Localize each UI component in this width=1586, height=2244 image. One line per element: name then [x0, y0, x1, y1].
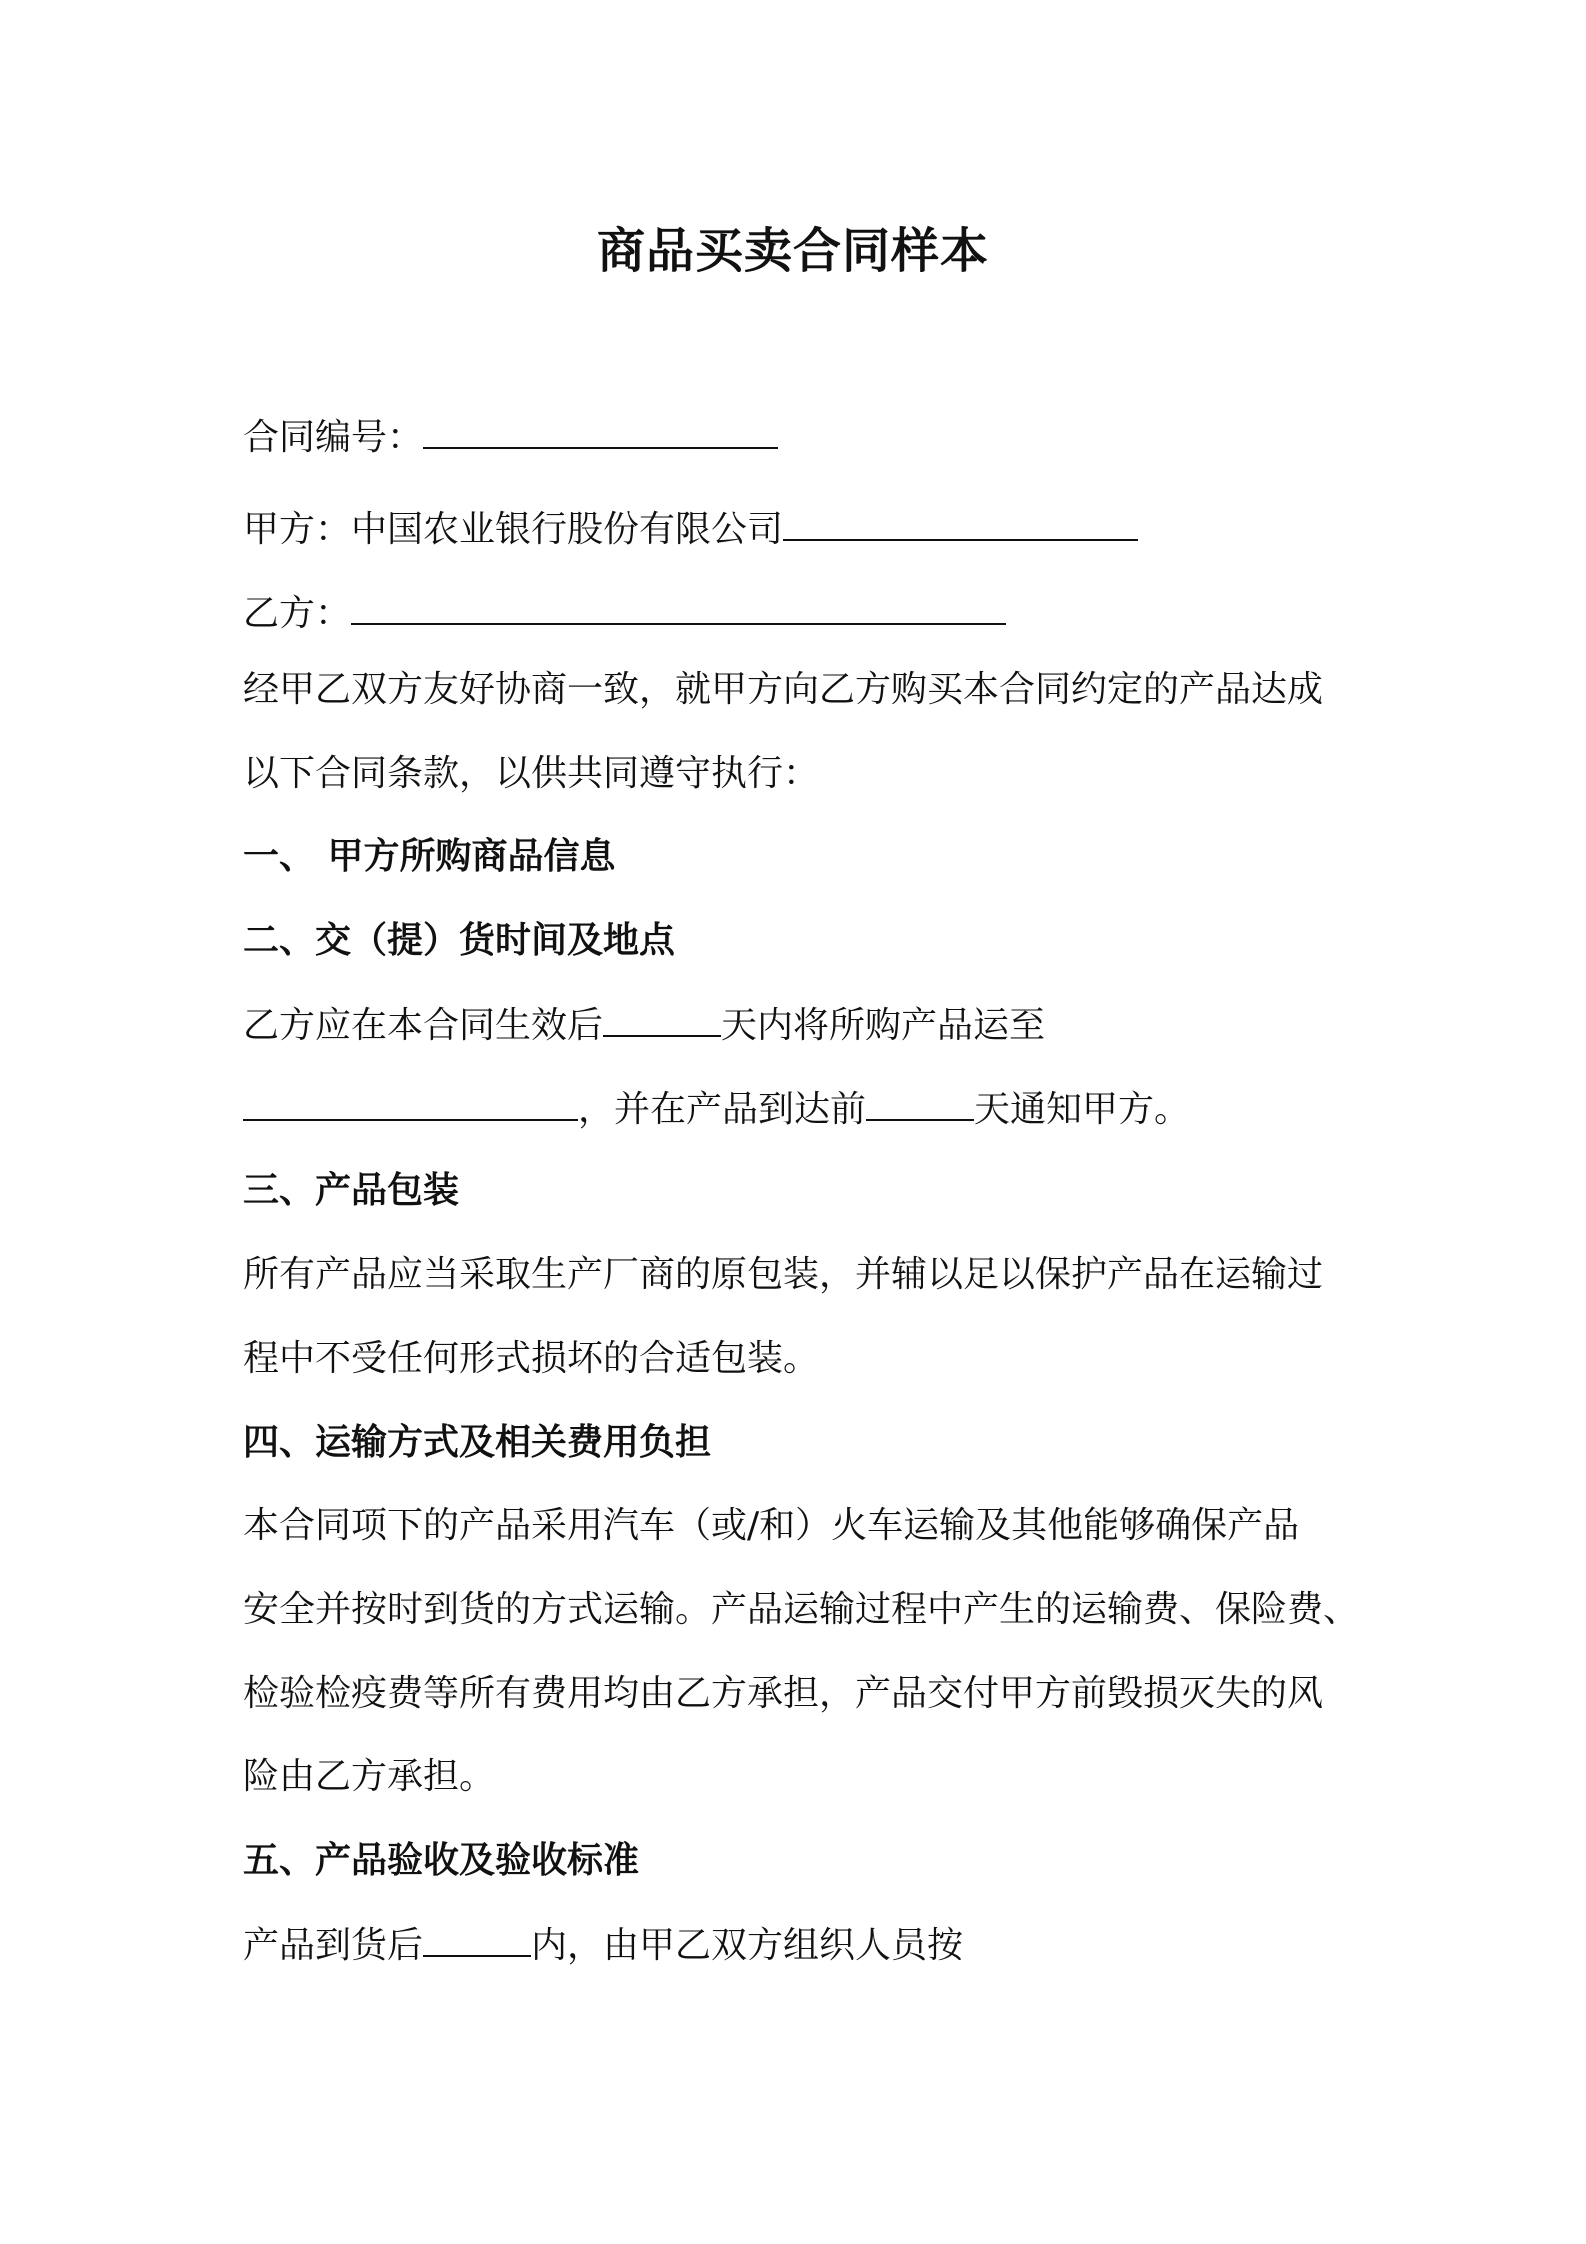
section-5-text-a: 产品到货后	[243, 1925, 424, 1966]
party-b-label: 乙方：	[243, 593, 352, 634]
delivery-location-blank[interactable]	[243, 1085, 578, 1121]
section-5-text-b: 内，由甲乙双方组织人员按	[531, 1925, 964, 1966]
delivery-days-blank[interactable]	[603, 1001, 721, 1037]
party-a-line	[243, 505, 1138, 554]
section-2-line-1	[243, 1001, 1045, 1050]
contract-number-line	[243, 413, 778, 462]
intro-paragraph-line-1: 经甲乙双方友好协商一致，就甲方向乙方购买本合同约定的产品达成	[243, 669, 1324, 710]
contract-number-label: 合同编号：	[243, 417, 424, 458]
section-1-heading: 一、 甲方所购商品信息	[243, 836, 616, 877]
section-4-line-2: 安全并按时到货的方式运输。产品运输过程中产生的运输费、保险费、	[243, 1589, 1360, 1630]
section-4-heading: 四、运输方式及相关费用负担	[243, 1422, 712, 1463]
section-2-heading: 二、交（提）货时间及地点	[243, 920, 676, 961]
section-3-heading: 三、产品包装	[243, 1170, 460, 1211]
document-title: 商品买卖合同样本	[596, 223, 989, 279]
section-4-line-1: 本合同项下的产品采用汽车（或/和）火车运输及其他能够确保产品	[243, 1505, 1300, 1546]
section-4-line-4: 险由乙方承担。	[243, 1756, 496, 1797]
section-2-text-b: 天内将所购产品运至	[721, 1005, 1046, 1046]
contract-number-blank[interactable]	[423, 413, 778, 449]
section-2-text-a: 乙方应在本合同生效后	[243, 1005, 604, 1046]
section-3-line-1: 所有产品应当采取生产厂商的原包装，并辅以足以保护产品在运输过	[243, 1254, 1324, 1295]
section-5-heading: 五、产品验收及验收标准	[243, 1840, 640, 1881]
party-a-blank[interactable]	[783, 505, 1138, 541]
inspection-time-blank[interactable]	[423, 1921, 531, 1957]
notice-days-blank[interactable]	[866, 1085, 974, 1121]
section-2-text-d: 天通知甲方。	[974, 1089, 1191, 1130]
section-4-line-3: 检验检疫费等所有费用均由乙方承担，产品交付甲方前毁损灭失的风	[243, 1673, 1324, 1714]
section-2-line-2	[243, 1085, 1190, 1134]
party-b-line	[243, 589, 1006, 638]
party-b-blank[interactable]	[351, 589, 1006, 625]
intro-paragraph-line-2: 以下合同条款，以供共同遵守执行：	[243, 753, 820, 794]
party-a-label: 甲方：	[243, 509, 352, 550]
section-2-text-c: ，并在产品到达前	[578, 1089, 867, 1130]
section-3-line-2: 程中不受任何形式损坏的合适包装。	[243, 1338, 820, 1379]
party-a-value: 中国农业银行股份有限公司	[351, 509, 784, 550]
section-5-line-1	[243, 1921, 963, 1970]
